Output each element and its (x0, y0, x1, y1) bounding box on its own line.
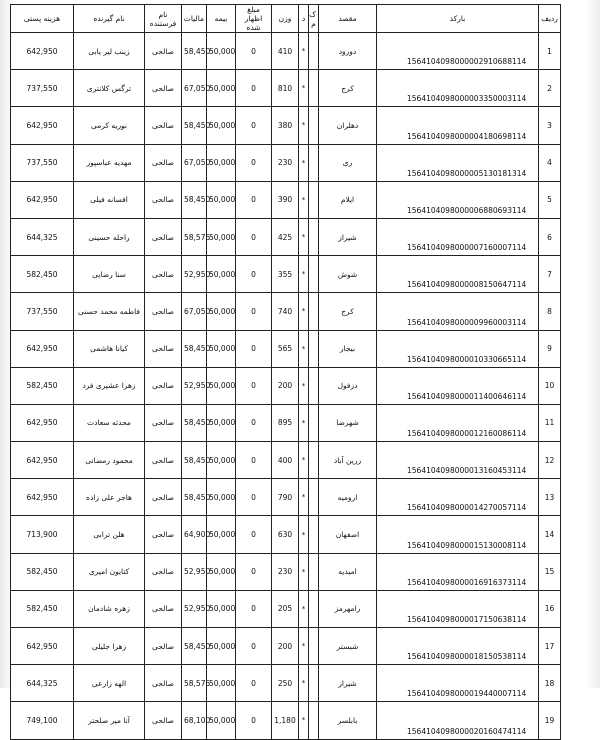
cell-sender: صالحی (145, 330, 182, 367)
cell-declared: 0 (236, 553, 272, 590)
cell-sender: صالحی (145, 628, 182, 665)
cell-declared: 0 (236, 590, 272, 627)
cell-mark: * (299, 293, 309, 330)
cell-barcode: 1564104098000013160453114 (377, 442, 539, 479)
cell-barcode: 1564104098000011400646114 (377, 367, 539, 404)
cell-row-no: 4 (539, 144, 561, 181)
cell-destination: ایلام (319, 181, 377, 218)
cell-postage: 642,950 (11, 628, 74, 665)
cell-flag (309, 107, 319, 144)
cell-weight: 810 (272, 70, 299, 107)
cell-postage: 642,950 (11, 442, 74, 479)
cell-barcode: 1564104098000008150647114 (377, 256, 539, 293)
cell-declared: 0 (236, 479, 272, 516)
cell-insurance: 50,000 (207, 665, 236, 702)
cell-flag (309, 256, 319, 293)
cell-tax: 67,050 (182, 293, 207, 330)
header-weight: وزن (272, 5, 299, 33)
cell-declared: 0 (236, 442, 272, 479)
cell-destination: زرین آباد (319, 442, 377, 479)
cell-postage: 737,550 (11, 293, 74, 330)
cell-flag (309, 553, 319, 590)
cell-insurance: 50,000 (207, 479, 236, 516)
cell-declared: 0 (236, 293, 272, 330)
cell-insurance: 50,000 (207, 107, 236, 144)
cell-tax: 58,450 (182, 628, 207, 665)
cell-tax: 67,050 (182, 70, 207, 107)
table-row (11, 256, 561, 293)
table-body (11, 33, 561, 740)
cell-barcode: 1564104098000014270057114 (377, 479, 539, 516)
cell-weight: 390 (272, 181, 299, 218)
cell-insurance: 50,000 (207, 33, 236, 70)
cell-declared: 0 (236, 404, 272, 441)
cell-tax: 58,575 (182, 218, 207, 255)
cell-weight: 200 (272, 367, 299, 404)
cell-postage: 737,550 (11, 144, 74, 181)
cell-row-no: 19 (539, 702, 561, 739)
cell-insurance: 50,000 (207, 367, 236, 404)
table-row (11, 702, 561, 739)
cell-sender: صالحی (145, 144, 182, 181)
table-row (11, 553, 561, 590)
cell-postage: 642,950 (11, 330, 74, 367)
cell-receiver: کتایون امیری (74, 553, 145, 590)
cell-mark: * (299, 330, 309, 367)
cell-tax: 52,950 (182, 256, 207, 293)
cell-postage: 713,900 (11, 516, 74, 553)
header-sender: نام فرستنده (145, 5, 182, 33)
cell-sender: صالحی (145, 516, 182, 553)
cell-insurance: 50,000 (207, 330, 236, 367)
cell-sender: صالحی (145, 553, 182, 590)
cell-flag (309, 404, 319, 441)
cell-row-no: 1 (539, 33, 561, 70)
cell-tax: 64,900 (182, 516, 207, 553)
cell-row-no: 16 (539, 590, 561, 627)
cell-mark: * (299, 218, 309, 255)
cell-row-no: 17 (539, 628, 561, 665)
cell-receiver: کیانا هاشمی (74, 330, 145, 367)
header-tax: مالیات (182, 5, 207, 33)
cell-barcode: 1564104098000012160086114 (377, 404, 539, 441)
cell-row-no: 11 (539, 404, 561, 441)
cell-receiver: هلن ترابی (74, 516, 145, 553)
cell-postage: 642,950 (11, 479, 74, 516)
cell-row-no: 5 (539, 181, 561, 218)
cell-receiver: زهرا جلیلی (74, 628, 145, 665)
cell-mark: * (299, 107, 309, 144)
cell-destination: امیدیه (319, 553, 377, 590)
cell-weight: 400 (272, 442, 299, 479)
cell-row-no: 7 (539, 256, 561, 293)
cell-insurance: 50,000 (207, 516, 236, 553)
cell-receiver: مهدیه عباسپور (74, 144, 145, 181)
cell-weight: 790 (272, 479, 299, 516)
cell-weight: 380 (272, 107, 299, 144)
cell-receiver: زهرا عشیری فرد (74, 367, 145, 404)
cell-sender: صالحی (145, 479, 182, 516)
table-row (11, 293, 561, 330)
table-row (11, 367, 561, 404)
table-row (11, 330, 561, 367)
cell-receiver: سنا رضایی (74, 256, 145, 293)
cell-declared: 0 (236, 702, 272, 739)
cell-barcode: 1564104098000005130181314 (377, 144, 539, 181)
cell-declared: 0 (236, 516, 272, 553)
cell-row-no: 15 (539, 553, 561, 590)
cell-postage: 644,325 (11, 218, 74, 255)
cell-weight: 355 (272, 256, 299, 293)
cell-barcode: 1564104098000020160474114 (377, 702, 539, 739)
cell-receiver: محدثه سعادت (74, 404, 145, 441)
cell-receiver: نوریه کرمی (74, 107, 145, 144)
cell-weight: 230 (272, 553, 299, 590)
cell-mark: * (299, 181, 309, 218)
cell-tax: 58,450 (182, 404, 207, 441)
cell-row-no: 9 (539, 330, 561, 367)
cell-barcode: 1564104098000003350003114 (377, 70, 539, 107)
cell-postage: 582,450 (11, 256, 74, 293)
cell-postage: 749,100 (11, 702, 74, 739)
cell-receiver: هاجر علی زاده (74, 479, 145, 516)
cell-insurance: 50,000 (207, 181, 236, 218)
cell-tax: 58,450 (182, 442, 207, 479)
cell-mark: * (299, 33, 309, 70)
cell-mark: * (299, 367, 309, 404)
cell-flag (309, 702, 319, 739)
cell-row-no: 14 (539, 516, 561, 553)
cell-barcode: 1564104098000002910688114 (377, 33, 539, 70)
cell-flag (309, 442, 319, 479)
cell-destination: بیجار (319, 330, 377, 367)
cell-weight: 250 (272, 665, 299, 702)
cell-flag (309, 590, 319, 627)
cell-sender: صالحی (145, 107, 182, 144)
cell-destination: شبستر (319, 628, 377, 665)
cell-weight: 200 (272, 628, 299, 665)
cell-sender: صالحی (145, 702, 182, 739)
cell-declared: 0 (236, 256, 272, 293)
cell-tax: 58,450 (182, 181, 207, 218)
cell-mark: * (299, 70, 309, 107)
cell-declared: 0 (236, 70, 272, 107)
cell-postage: 642,950 (11, 33, 74, 70)
cell-postage: 582,450 (11, 367, 74, 404)
cell-barcode: 1564104098000016916373114 (377, 553, 539, 590)
cell-sender: صالحی (145, 181, 182, 218)
cell-row-no: 2 (539, 70, 561, 107)
cell-flag (309, 144, 319, 181)
table-row (11, 33, 561, 70)
cell-weight: 1,180 (272, 702, 299, 739)
cell-destination: ری (319, 144, 377, 181)
cell-postage: 642,950 (11, 404, 74, 441)
cell-postage: 582,450 (11, 553, 74, 590)
cell-insurance: 50,000 (207, 256, 236, 293)
cell-sender: صالحی (145, 293, 182, 330)
cell-row-no: 10 (539, 367, 561, 404)
cell-tax: 52,950 (182, 367, 207, 404)
cell-receiver: الهه زارعی (74, 665, 145, 702)
cell-flag (309, 665, 319, 702)
header-postage: هزینه پستی (11, 5, 74, 33)
header-destination: مقصد (319, 5, 377, 33)
cell-insurance: 50,000 (207, 628, 236, 665)
table-row (11, 404, 561, 441)
header-row-no: ردیف (539, 5, 561, 33)
cell-insurance: 50,000 (207, 702, 236, 739)
cell-weight: 425 (272, 218, 299, 255)
cell-mark: * (299, 144, 309, 181)
cell-declared: 0 (236, 144, 272, 181)
cell-row-no: 18 (539, 665, 561, 702)
cell-flag (309, 218, 319, 255)
cell-receiver: راحله حسینی (74, 218, 145, 255)
shipment-table (10, 4, 561, 740)
cell-receiver: ترگس کلانتری (74, 70, 145, 107)
cell-sender: صالحی (145, 590, 182, 627)
cell-tax: 58,575 (182, 665, 207, 702)
cell-receiver: آنا میر صلحتر (74, 702, 145, 739)
cell-declared: 0 (236, 107, 272, 144)
cell-mark: * (299, 404, 309, 441)
cell-barcode: 1564104098000007160007114 (377, 218, 539, 255)
cell-destination: شهرضا (319, 404, 377, 441)
table-row (11, 218, 561, 255)
cell-insurance: 50,000 (207, 590, 236, 627)
cell-declared: 0 (236, 33, 272, 70)
cell-flag (309, 33, 319, 70)
cell-weight: 410 (272, 33, 299, 70)
cell-postage: 582,450 (11, 590, 74, 627)
cell-mark: * (299, 590, 309, 627)
cell-barcode: 1564104098000009960003114 (377, 293, 539, 330)
header-receiver: نام گیرنده (74, 5, 145, 33)
cell-destination: شوش (319, 256, 377, 293)
cell-destination: کرج (319, 70, 377, 107)
header-insurance: بیمه (207, 5, 236, 33)
cell-mark: * (299, 628, 309, 665)
cell-flag (309, 367, 319, 404)
cell-postage: 644,325 (11, 665, 74, 702)
cell-row-no: 3 (539, 107, 561, 144)
cell-destination: بابلسر (319, 702, 377, 739)
cell-weight: 230 (272, 144, 299, 181)
cell-destination: اصفهان (319, 516, 377, 553)
cell-weight: 630 (272, 516, 299, 553)
table-row (11, 181, 561, 218)
cell-mark: * (299, 479, 309, 516)
cell-flag (309, 181, 319, 218)
table-row (11, 144, 561, 181)
cell-destination: شیراز (319, 218, 377, 255)
header-star-col: د (299, 5, 309, 33)
cell-tax: 52,950 (182, 553, 207, 590)
cell-mark: * (299, 553, 309, 590)
cell-destination: ارومیه (319, 479, 377, 516)
table-row (11, 590, 561, 627)
cell-sender: صالحی (145, 404, 182, 441)
cell-barcode: 1564104098000015130008114 (377, 516, 539, 553)
cell-mark: * (299, 256, 309, 293)
cell-insurance: 50,000 (207, 404, 236, 441)
cell-destination: شیراز (319, 665, 377, 702)
header-declared-amount: مبلغ اظهار شده (236, 5, 272, 33)
table-row (11, 442, 561, 479)
cell-tax: 58,450 (182, 33, 207, 70)
cell-destination: کرج (319, 293, 377, 330)
cell-insurance: 50,000 (207, 144, 236, 181)
cell-declared: 0 (236, 628, 272, 665)
cell-barcode: 1564104098000019440007114 (377, 665, 539, 702)
cell-receiver: محمود رمضانی (74, 442, 145, 479)
cell-mark: * (299, 665, 309, 702)
cell-sender: صالحی (145, 33, 182, 70)
table-row (11, 516, 561, 553)
cell-declared: 0 (236, 330, 272, 367)
cell-mark: * (299, 702, 309, 739)
cell-receiver: افسانه فیلی (74, 181, 145, 218)
cell-barcode: 1564104098000018150538114 (377, 628, 539, 665)
cell-postage: 737,550 (11, 70, 74, 107)
header-barcode: بارکد (377, 5, 539, 33)
cell-tax: 58,450 (182, 107, 207, 144)
cell-barcode: 1564104098000017150638114 (377, 590, 539, 627)
cell-row-no: 8 (539, 293, 561, 330)
cell-flag (309, 330, 319, 367)
cell-insurance: 50,000 (207, 293, 236, 330)
cell-row-no: 13 (539, 479, 561, 516)
cell-destination: رامهرمز (319, 590, 377, 627)
cell-insurance: 50,000 (207, 442, 236, 479)
cell-declared: 0 (236, 218, 272, 255)
cell-destination: دزفول (319, 367, 377, 404)
cell-mark: * (299, 442, 309, 479)
cell-flag (309, 628, 319, 665)
cell-weight: 895 (272, 404, 299, 441)
cell-tax: 52,950 (182, 590, 207, 627)
table-row (11, 70, 561, 107)
table-row (11, 107, 561, 144)
cell-weight: 205 (272, 590, 299, 627)
table-row (11, 665, 561, 702)
cell-receiver: زهره شادمان (74, 590, 145, 627)
cell-row-no: 6 (539, 218, 561, 255)
cell-mark: * (299, 516, 309, 553)
cell-flag (309, 293, 319, 330)
cell-postage: 642,950 (11, 107, 74, 144)
cell-insurance: 50,000 (207, 70, 236, 107)
header-row (11, 5, 561, 33)
cell-tax: 58,450 (182, 330, 207, 367)
cell-sender: صالحی (145, 665, 182, 702)
cell-barcode: 1564104098000004180698114 (377, 107, 539, 144)
cell-tax: 67,050 (182, 144, 207, 181)
cell-tax: 68,100 (182, 702, 207, 739)
cell-declared: 0 (236, 665, 272, 702)
cell-insurance: 50,000 (207, 218, 236, 255)
table-row (11, 628, 561, 665)
cell-sender: صالحی (145, 367, 182, 404)
cell-insurance: 50,000 (207, 553, 236, 590)
header-flag: ک م (309, 5, 319, 33)
cell-declared: 0 (236, 367, 272, 404)
cell-barcode: 1564104098000010330665114 (377, 330, 539, 367)
cell-destination: دهلران (319, 107, 377, 144)
cell-sender: صالحی (145, 218, 182, 255)
cell-sender: صالحی (145, 256, 182, 293)
cell-tax: 58,450 (182, 479, 207, 516)
cell-weight: 565 (272, 330, 299, 367)
cell-receiver: فاطمه محمد حسنی (74, 293, 145, 330)
cell-row-no: 12 (539, 442, 561, 479)
cell-barcode: 1564104098000006880693114 (377, 181, 539, 218)
cell-weight: 740 (272, 293, 299, 330)
table-row (11, 479, 561, 516)
cell-destination: دورود (319, 33, 377, 70)
cell-sender: صالحی (145, 70, 182, 107)
cell-flag (309, 70, 319, 107)
cell-postage: 642,950 (11, 181, 74, 218)
cell-declared: 0 (236, 181, 272, 218)
cell-sender: صالحی (145, 442, 182, 479)
cell-flag (309, 479, 319, 516)
cell-flag (309, 516, 319, 553)
cell-receiver: زینب لیر یابی (74, 33, 145, 70)
